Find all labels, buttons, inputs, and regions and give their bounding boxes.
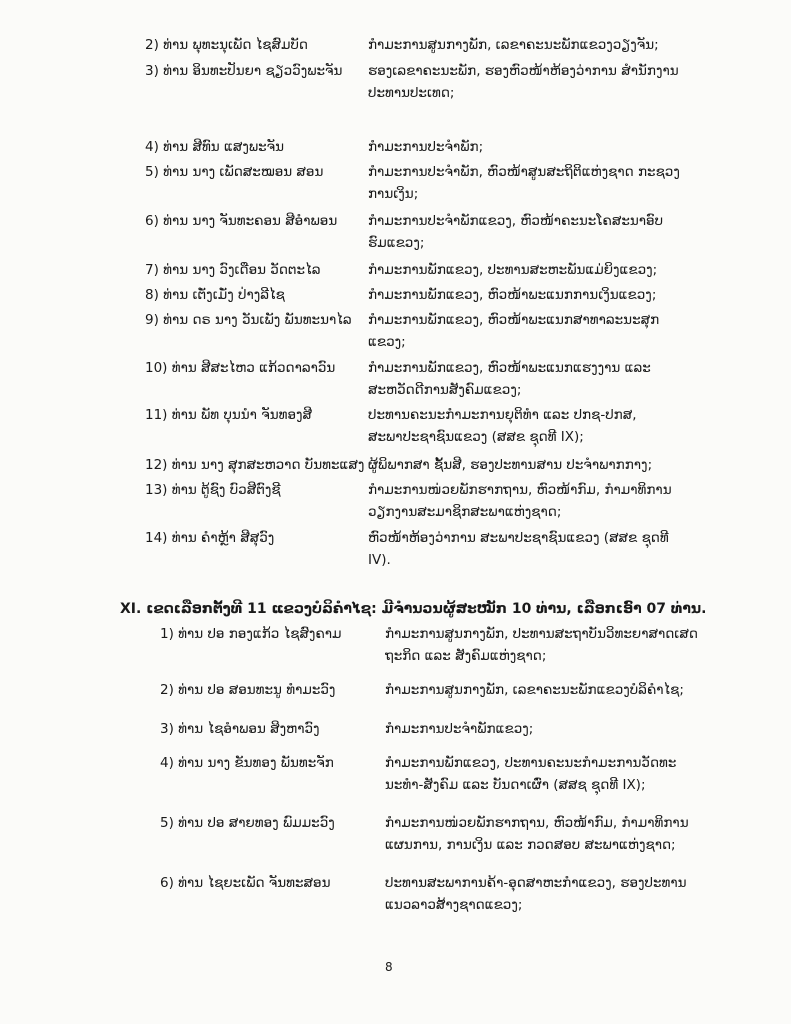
page-number: 8 xyxy=(385,960,393,974)
candidate-name: 4) ທ່ານ ນາງ ຂັນທອງ ພັນທະຈັກ xyxy=(160,755,334,771)
position-line: ສະພາປະຊາຊົນແຂວງ (ສສຂ ຊຸດທີ IX); xyxy=(368,429,584,445)
candidate-position xyxy=(385,623,715,667)
candidate-position xyxy=(368,34,698,56)
candidate-name: 13) ທ່ານ ຕູ້ຊົງ ບົວສີຕົງຊີ xyxy=(145,482,281,498)
candidate-name: 11) ທ່ານ ພັທ ບຸນນຳ ຈັນທອງສີ xyxy=(145,407,313,423)
candidate-name: 6) ທ່ານ ນາງ ຈັນທະຄອນ ສີອຳພອນ xyxy=(145,213,338,229)
position-line: ກຳມະການປະຈຳພັກ, ຫົວໜ້າສູນສະຖິຕິແຫ່ງຊາດ ກະຊວງ xyxy=(368,164,680,180)
candidate-name: 8) ທ່ານ ເຕັ່ງເມັ່ງ ປ່າງລີໄຊ xyxy=(145,287,285,303)
candidate-name: 2) ທ່ານ ພຸທະນຸເພັດ ໄຊສົມບັດ xyxy=(145,37,308,53)
position-line: ກຳມະການພັກແຂວງ, ຫົວໜ້າພະແນກແຮງງານ ແລະ xyxy=(368,360,651,376)
position-line: ການເງິນ; xyxy=(368,186,419,202)
position-line: ຮົມແຂວງ; xyxy=(368,235,425,251)
candidate-name: 1) ທ່ານ ປອ ກອງແກ້ວ ໄຊສົງຄາມ xyxy=(160,626,342,642)
position-line: ກຳມະການສູນກາງພັກ, ເລຂາຄະນະພັກແຂວງວຽງຈັນ; xyxy=(368,37,659,53)
candidate-position xyxy=(368,479,698,523)
candidate-position xyxy=(368,404,698,448)
position-line: ກຳມະການປະຈຳພັກ; xyxy=(368,139,484,155)
position-line: ປະທານສະພາການຄ້າ-ອຸດສາຫະກຳແຂວງ, ຮອງປະທານ xyxy=(385,875,687,891)
candidate-name: 5) ທ່ານ ປອ ສາຍທອງ ພົມມະວົງ xyxy=(160,815,335,831)
candidate-position xyxy=(385,752,715,796)
candidate-name: 3) ທ່ານ ອິນທະປັນຍາ ຊຽວວົງພະຈັນ xyxy=(145,63,343,79)
candidate-position xyxy=(385,812,715,856)
position-line: ແນວລາວສ້າງຊາດແຂວງ; xyxy=(385,897,523,913)
candidate-name: 10) ທ່ານ ສີສະໄຫວ ແກ້ວດາລາວົນ xyxy=(145,360,336,376)
candidate-position xyxy=(368,357,698,401)
candidate-name: 14) ທ່ານ ຄຳຫຼ້າ ສີສຸວົງ xyxy=(145,530,275,546)
candidate-name: 7) ທ່ານ ນາງ ວົງເດືອນ ວັດຕະໄລ xyxy=(145,262,321,278)
position-line: ນະທຳ-ສັງຄົມ ແລະ ບັນດາເຜົ່າ (ສສຊ ຊຸດທີ IX); xyxy=(385,777,646,793)
position-line: ປະທານຄະນະກຳມະການຍຸຕິທຳ ແລະ ປກຊ-ປກສ, xyxy=(368,407,637,423)
candidate-position xyxy=(368,309,698,353)
candidate-name: 12) ທ່ານ ນາງ ສຸກສະຫວາດ ບັນທະແສງ xyxy=(145,457,365,473)
candidate-position xyxy=(385,872,715,916)
position-line: ກຳມະການປະຈຳພັກແຂວງ, ຫົວໜ້າຄະນະໂຄສະນາອົບ xyxy=(368,213,664,229)
candidate-name: 9) ທ່ານ ດຣ ນາງ ວັນເພັງ ພັນທະນາໄລ xyxy=(145,312,352,328)
position-line: ແຜນການ, ການເງິນ ແລະ ກວດສອບ ສະພາແຫ່ງຊາດ; xyxy=(385,837,676,853)
candidate-position xyxy=(368,161,698,205)
candidate-name: 2) ທ່ານ ປອ ສອນທະນູ ທຳມະວົງ xyxy=(160,682,336,698)
candidate-position xyxy=(385,679,715,701)
position-line: ກຳມະການໜ່ວຍພັກຮາກຖານ, ຫົວໜ້າກົມ, ກຳມາທິການ xyxy=(368,482,672,498)
candidate-position xyxy=(368,210,698,254)
position-line: ກຳມະການພັກແຂວງ, ປະທານຄະນະກຳມະການວັດທະ xyxy=(385,755,677,771)
position-line: ກຳມະການພັກແຂວງ, ຫົວໜ້າພະແນກການເງິນແຂວງ; xyxy=(368,287,657,303)
position-line: ແຂວງ; xyxy=(368,334,406,350)
position-line: ກຳມະການໜ່ວຍພັກຮາກຖານ, ຫົວໜ້າກົມ, ກຳມາທິການ xyxy=(385,815,689,831)
candidate-position xyxy=(368,284,698,306)
position-line: ຜູ້ພິພາກສາ ຊັ້ນສີ, ຮອງປະທານສານ ປະຈຳພາກກາງ; xyxy=(368,457,653,473)
candidate-position xyxy=(368,259,698,281)
position-line: ກຳມະການສູນກາງພັກ, ປະທານສະຖາບັນວິທະຍາສາດເສດ xyxy=(385,626,698,642)
candidate-position xyxy=(368,527,698,571)
position-line: ຖະກິດ ແລະ ສັງຄົມແຫ່ງຊາດ; xyxy=(385,648,547,664)
position-line: ກຳມະການພັກແຂວງ, ປະທານສະຫະພັນແມ່ຍິງແຂວງ; xyxy=(368,262,658,278)
position-line: ຫົວໜ້າຫ້ອງວ່າການ ສະພາປະຊາຊົນແຂວງ (ສສຂ ຊຸດທີ xyxy=(368,530,669,546)
candidate-position xyxy=(368,60,698,104)
candidate-name: 3) ທ່ານ ໄຊອຳພອນ ສິງຫາວົງ xyxy=(160,721,320,737)
candidate-name: 6) ທ່ານ ໄຊຍະເພັດ ຈັນທະສອນ xyxy=(160,875,331,891)
position-line: ກຳມະການພັກແຂວງ, ຫົວໜ້າພະແນກສາທາລະນະສຸກ xyxy=(368,312,660,328)
position-line: ວຽກງານສະມາຊິກສະພາແຫ່ງຊາດ; xyxy=(368,504,562,520)
position-line: ປະທານປະເທດ; xyxy=(368,85,455,101)
position-line: IV). xyxy=(368,552,391,568)
position-line: ສະຫວັດດີການສັງຄົມແຂວງ; xyxy=(368,382,522,398)
candidate-position xyxy=(368,136,698,158)
candidate-name: 5) ທ່ານ ນາງ ເພັດສະໝອນ ສອນ xyxy=(145,164,324,180)
candidate-position xyxy=(385,718,715,740)
position-line: ຮອງເລຂາຄະນະພັກ, ຮອງຫົວໜ້າຫ້ອງວ່າການ ສຳນັກງານ xyxy=(368,63,679,79)
candidate-name: 4) ທ່ານ ສີທົນ ແສງພະຈັນ xyxy=(145,139,285,155)
section-heading: XI. ເຂດເລືອກຕັ້ງທີ 11 ແຂວງບໍລິຄຳໄຊ: ມີຈຳນວນຜູ້ສະໝັກ 10 ທ່ານ, ເລືອກເອົາ 07 ທ່ານ. xyxy=(120,601,707,617)
position-line: ກຳມະການປະຈຳພັກແຂວງ; xyxy=(385,721,534,737)
candidate-position xyxy=(368,454,698,476)
position-line: ກຳມະການສູນກາງພັກ, ເລຂາຄະນະພັກແຂວງບໍລິຄຳໄຊ; xyxy=(385,682,684,698)
